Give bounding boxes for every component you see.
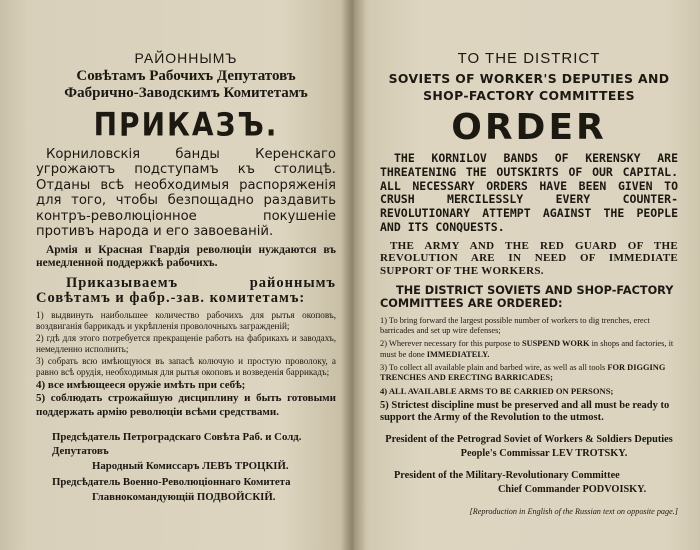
right-heading-line3: SHOP-FACTORY COMMITTEES <box>423 88 635 103</box>
right-sig1-line2: People's Commissar LEV TROTSKY. <box>460 447 628 459</box>
left-sig1-line1: Предсѣдатель Петроградскаго Совѣта Раб. и Солд. Депутатовъ <box>52 430 302 458</box>
right-title: ORDER <box>451 107 607 148</box>
right-signature-block-1 <box>380 433 678 461</box>
left-title: ПРИКАЗЪ. <box>93 105 279 144</box>
left-item-5: 5) соблюдать строжайшую дисциплину и быть готовыми поддержать армію революціи всѣми средствами. <box>36 392 336 418</box>
right-item-2-pre: 2) Wherever necessary for this purpose to <box>380 339 522 349</box>
right-item-4: 4) ALL AVAILABLE ARMS TO BE CARRIED ON PERSONS; <box>380 386 614 397</box>
right-sig1-line1: President of the Petrograd Soviet of Workers & Soldiers Deputies <box>385 433 673 445</box>
right-item-2 <box>380 339 678 360</box>
left-ordered-heading: Приказываемъ районнымъ Совѣтамъ и фабр.-зав. комитетамъ: <box>36 275 336 307</box>
left-heading-line2: Совѣтамъ Рабочихъ Депутатовъ <box>76 68 296 84</box>
right-heading-line2: SOVIETS OF WORKER'S DEPUTIES AND <box>388 71 670 86</box>
left-heading-line3: Фабрично-Заводскимъ Комитетамъ <box>64 85 308 101</box>
left-sig2-line2: Главнокомандующій ПОДВОЙСКІЙ. <box>92 491 276 503</box>
right-army-paragraph: THE ARMY AND THE RED GUARD OF THE REVOLUTION ARE IN NEED OF IMMEDIATE SUPPORT OF THE WORKERS. <box>380 239 678 278</box>
left-body-paragraph: Корниловскія банды Керенскаго угрожаютъ подступамъ къ столицѣ. Отданы всѣ необходимыя распоряженія для того, чтобы безпощадно раздавить контръ-революціонное покушеніе противъ народа и его завоеваній. <box>36 147 336 240</box>
left-item-3: 3) собрать всю имѣющуюся въ запасѣ колючую и простую проволоку, а равно всѣ орудія, необходимыя для рытья окоповъ и возведенія баррикадъ; <box>36 355 336 377</box>
left-sig1-line2: Народный Комиссаръ ЛЕВЪ ТРОЦКІЙ. <box>92 459 289 472</box>
right-item-3-pre: 3) To collect all available plain and barbed wire, as well as all tools <box>380 362 608 372</box>
right-item-5: 5) Strictest discipline must be preserved and all must be ready to support the Army of the Revolution to the utmost. <box>380 399 670 424</box>
right-body-paragraph: THE KORNILOV BANDS OF KERENSKY ARE THREATENING THE OUTSKIRTS OF OUR CAPITAL. ALL NECESSARY ORDERS HAVE BEEN GIVEN TO CRUSH MERCILESSLY EVERY COUNTER-REVOLUTIONARY ATTEMPT AGAINST THE PEOPLE AND ITS CONQUESTS. <box>380 151 678 234</box>
right-page-english <box>352 0 700 550</box>
right-item-2-bold: SUSPEND WORK <box>521 339 590 349</box>
left-item-1: 1) выдвинуть наибольшее количество рабочихъ для рытья окоповъ, воздвиганія баррикадъ и укрѣпленія проволочныхъ загражденій; <box>36 309 336 331</box>
left-item-2: 2) гдѣ для этого потребуется прекращеніе работъ на фабрикахъ и заводахъ, немедленно исполнить; <box>36 332 336 354</box>
right-item-2-mid: in shops and factories, it must be done <box>380 339 674 359</box>
right-heading-line1: TO THE DISTRICT <box>457 50 601 67</box>
right-item-3-bold: FOR DIGGING TRENCHES AND ERECTING BARRICADES; <box>380 362 666 383</box>
right-ordered-heading: THE DISTRICT SOVIETS AND SHOP-FACTORY COMMITTEES ARE ORDERED: <box>380 283 674 311</box>
right-signature-block-2 <box>394 469 678 497</box>
left-item-4: 4) все имѣющееся оружіе имѣть при себѣ; <box>36 378 246 391</box>
right-item-1: 1) To bring forward the largest possible number of workers to dig trenches, erect barricades and set up wire defenses; <box>380 315 650 336</box>
right-item-3 <box>380 363 678 384</box>
right-reproduction-note: [Reproduction in English of the Russian text on opposite page.] <box>469 506 678 516</box>
left-heading-line1: РАЙОННЫМЪ <box>134 50 238 66</box>
right-item-2-bold2: IMMEDIATELY. <box>426 349 490 359</box>
left-army-paragraph: Армія и Красная Гвардія революціи нуждаются въ немедленной поддержкѣ рабочихъ. <box>36 243 336 269</box>
right-sig2-line2: Chief Commander PODVOISKY. <box>498 483 647 495</box>
left-signature-block <box>52 430 336 505</box>
right-sig2-line1: President of the Military-Revolutionary Committee <box>394 469 620 481</box>
left-sig2-line1: Предсѣдатель Военно-Революціоннаго Комитета <box>52 476 291 489</box>
